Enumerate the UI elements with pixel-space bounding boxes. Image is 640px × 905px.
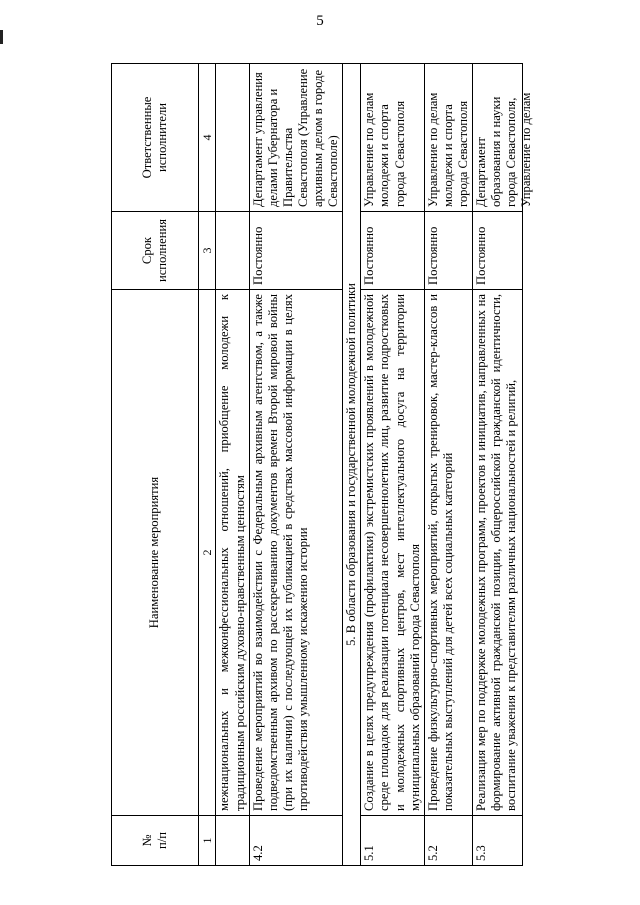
- scan-edge-mark: [0, 30, 3, 44]
- table-row: [249, 64, 343, 866]
- column-number: 3: [199, 212, 216, 290]
- row-responsible: Департамент управления делами Губернатора и Правительства Севастополя (Управление архивным делом в городе Севастополе): [249, 64, 343, 212]
- row-term: Постоянно: [424, 212, 472, 290]
- column-number-row: [199, 64, 216, 866]
- table-row-continuation: [216, 64, 249, 866]
- table-row: [473, 64, 523, 866]
- header-resp: Ответственные исполнители: [112, 64, 199, 212]
- column-number: 1: [199, 816, 216, 866]
- row-term: Постоянно: [473, 212, 523, 290]
- table-row: [424, 64, 472, 866]
- row-responsible: Управление по делам молодежи и спорта города Севастополя: [361, 64, 424, 212]
- section-title: 5. В области образования и государственной молодежной политики: [343, 64, 361, 866]
- events-table: [111, 63, 534, 866]
- row-term: Постоянно: [249, 212, 343, 290]
- column-number: 2: [199, 290, 216, 816]
- row-number: 5.3: [473, 816, 523, 866]
- column-number: 4: [199, 64, 216, 212]
- row-number: 4.2: [249, 816, 343, 866]
- row-responsible: Департамент образования и науки города Севастополя, Управление по делам: [473, 64, 523, 212]
- row-number: 5.2: [424, 816, 472, 866]
- rotated-table-container: [111, 64, 591, 866]
- row-name: Проведение физкультурно-спортивных мероприятий, открытых тренировок, мастер-классов и показательных выступлений для детей всех социальных категорий: [424, 290, 472, 816]
- row-number: 5.1: [361, 816, 424, 866]
- header-num: № п/п: [112, 816, 199, 866]
- page-number: 5: [316, 13, 324, 29]
- row-responsible: Управление по делам молодежи и спорта города Севастополя: [424, 64, 472, 212]
- header-name: Наименование мероприятия: [112, 290, 199, 816]
- continuation-text: межнациональных и межконфессиональных отношений, приобщение молодежи к традиционным российским духовно-нравственным ценностям: [216, 290, 249, 816]
- table-row: [361, 64, 424, 866]
- table-header-row: [112, 64, 199, 866]
- row-term: Постоянно: [361, 212, 424, 290]
- section-heading-row: [343, 64, 361, 866]
- row-name: Проведение мероприятий во взаимодействии с Федеральным архивным агентством, а также подведомственным архивом по рассекречиванию документов времен Второй мировой войны (при их наличии) с последующей их публикацией в средствах массовой информации в целях противодействия умышленному искажению истории: [249, 290, 343, 816]
- header-term: Срок исполнения: [112, 212, 199, 290]
- row-name: Создание в целях предупреждения (профилактики) экстремистских проявлений в молодежной среде площадок для реализации потенциала несовершеннолетних лиц, развитие подростковых и молодежных спортивных центров, мест интеллектуального досуга на территории муниципальных образований города Севастополя: [361, 290, 424, 816]
- row-name: Реализация мер по поддержке молодежных программ, проектов и инициатив, направленных на формирование активной гражданской позиции, общероссийской гражданской идентичности, воспитание уважения к представителям различных национальностей и религий,: [473, 290, 523, 816]
